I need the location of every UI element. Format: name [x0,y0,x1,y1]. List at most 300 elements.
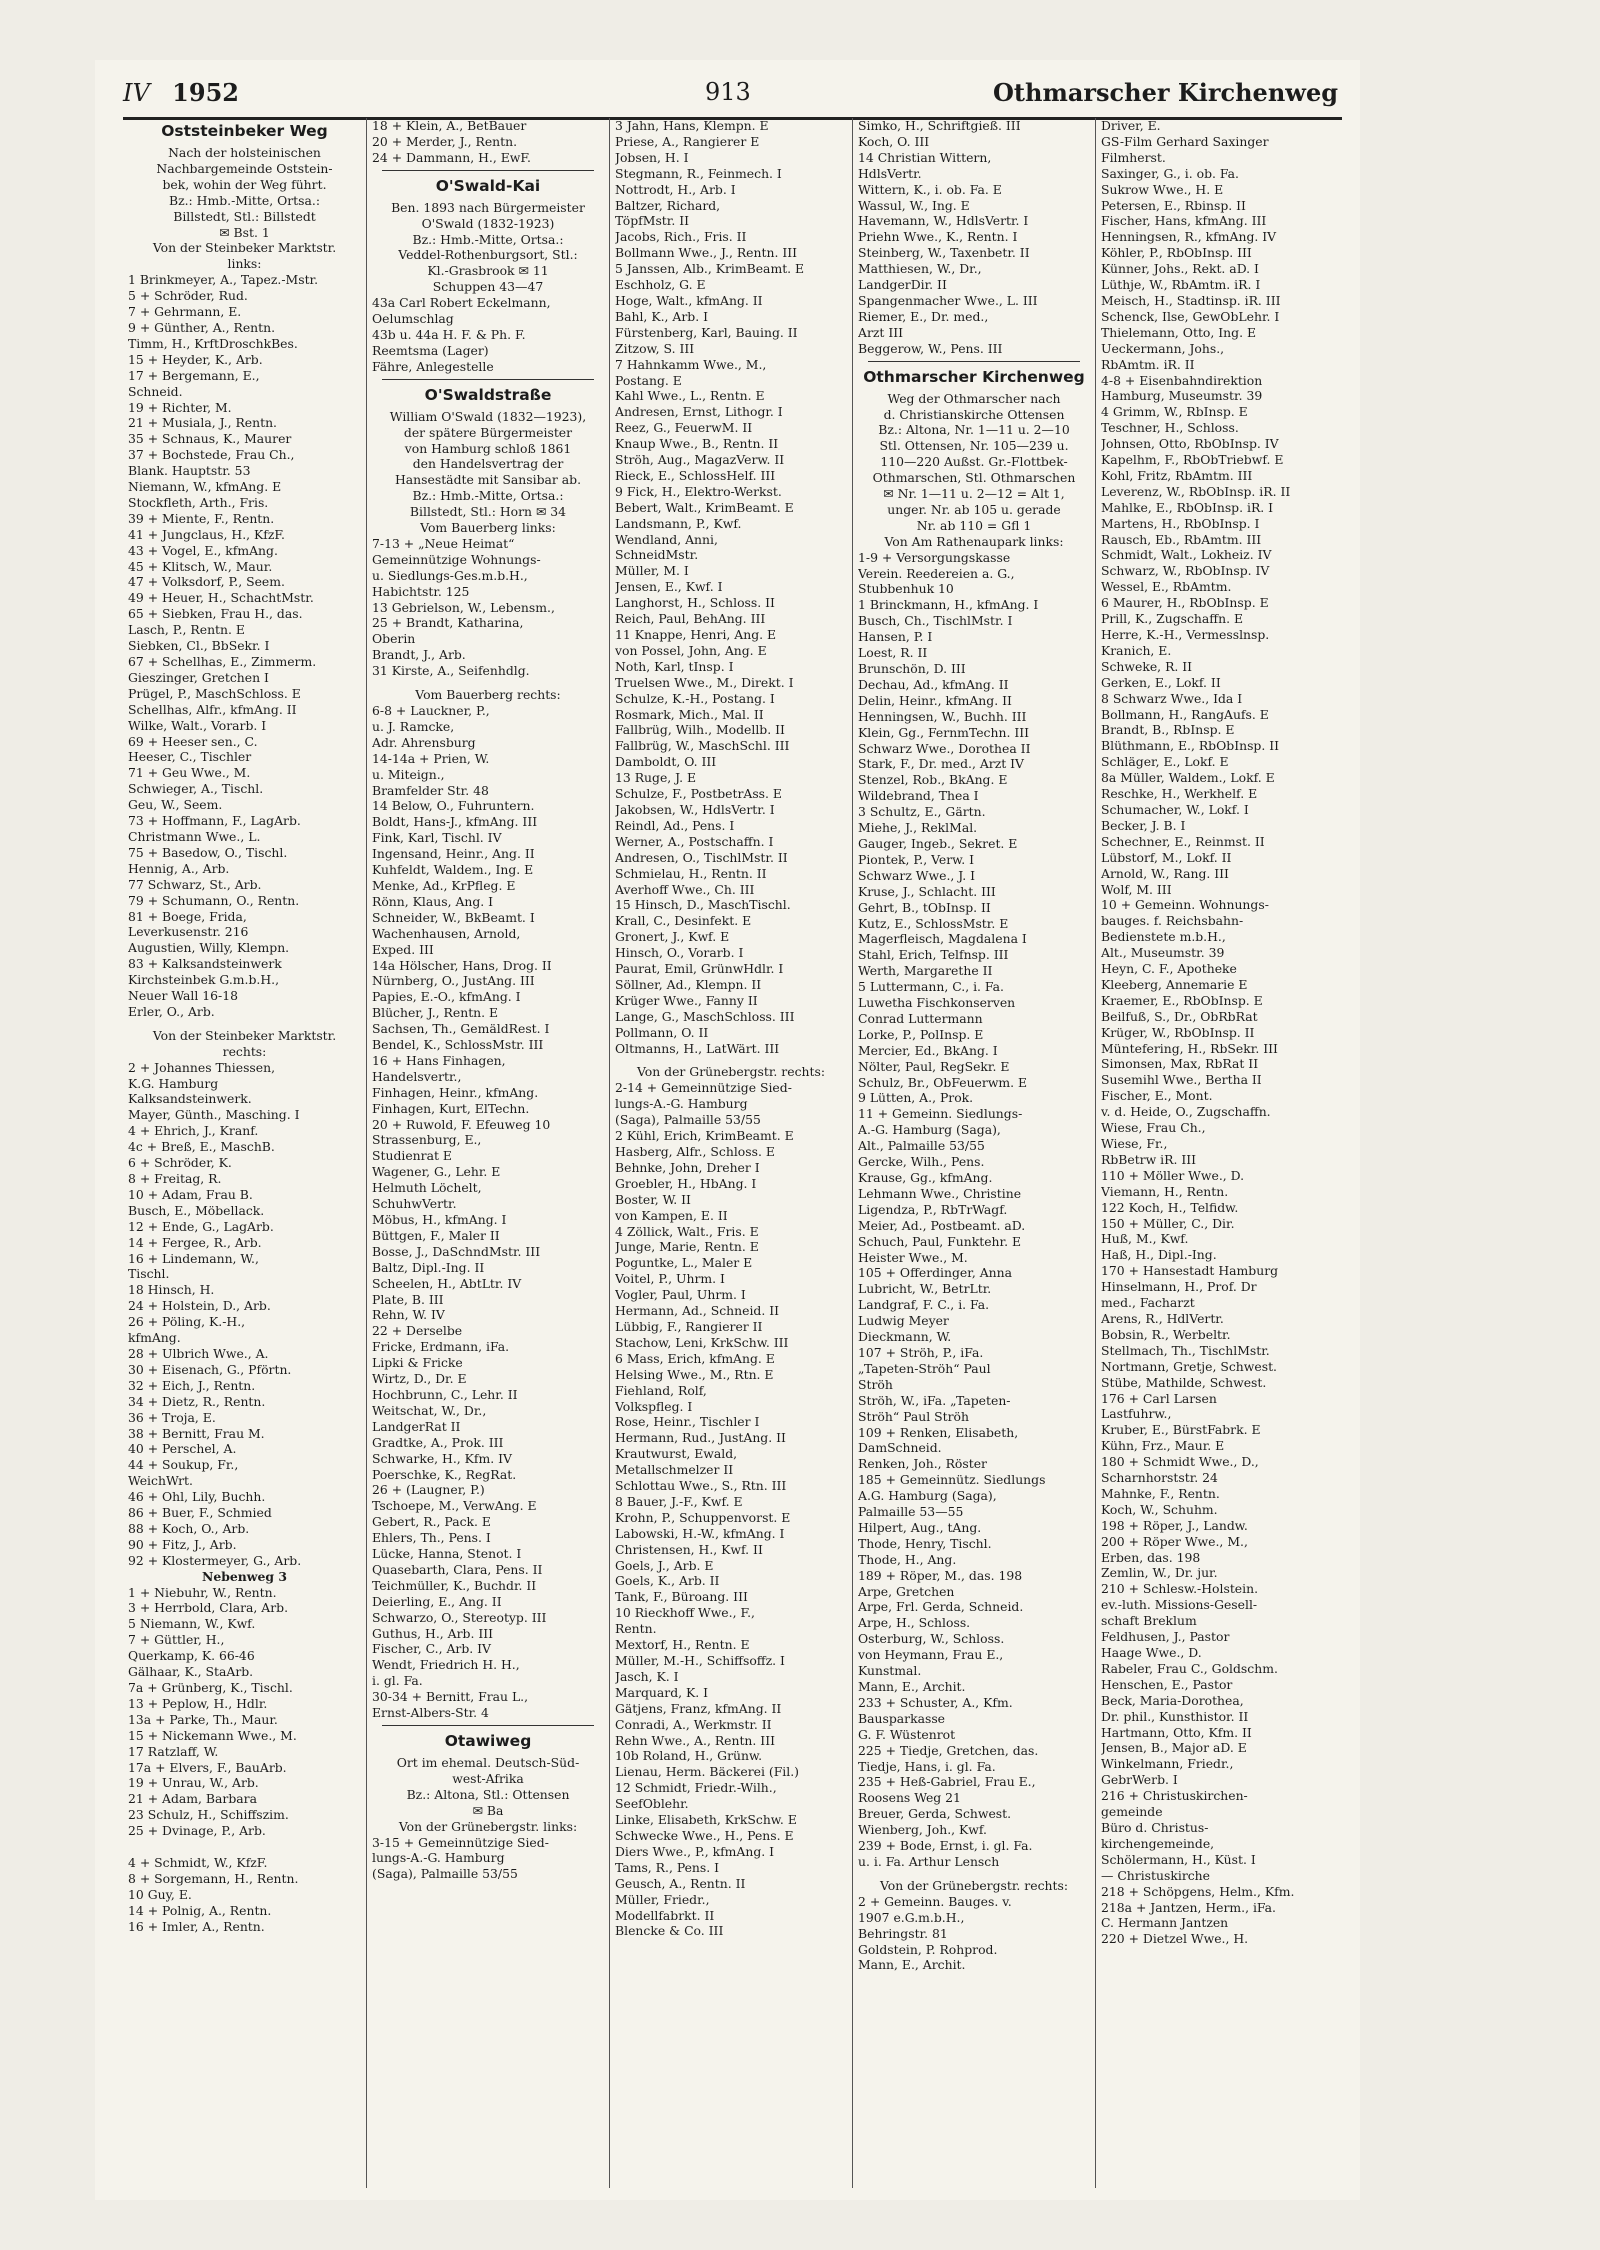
directory-entry: 40 + Perschel, A. [128,1441,237,1457]
directory-entry: Dr. phil., Kunsthistor. II [1101,1708,1249,1724]
directory-entry: 24 + Dammann, H., EwF. [372,149,531,165]
directory-entry: 4-8 + Eisenbahndirektion [1101,372,1263,388]
directory-entry: Neuer Wall 16-18 [128,988,238,1004]
directory-entry: Blücher, J., Rentn. E [372,1005,499,1021]
street-description: bek, wohin der Weg führt. [162,176,327,192]
directory-entry: Andresen, Ernst, Lithogr. I [615,404,783,420]
directory-entry: Arpe, Gretchen [858,1583,955,1599]
directory-entry: Jakobsen, W., HdlsVertr. I [615,801,775,817]
directory-entry: Köhler, P., RbObInsp. III [1101,245,1252,261]
directory-entry: Kranich, E. [1101,642,1172,658]
directory-entry: Hochbrunn, C., Lehr. II [372,1386,518,1402]
directory-entry: Gradtke, A., Prok. III [372,1434,504,1450]
directory-entry: Busch, Ch., TischlMstr. I [858,613,1013,629]
street-description: Billstedt, Stl.: Billstedt [173,208,316,224]
street-heading: O'Swaldstraße [424,385,552,404]
directory-entry: 170 + Hansestadt Hamburg [1101,1263,1279,1279]
directory-entry: kirchengemeinde, [1101,1835,1215,1851]
directory-entry: Hennig, A., Arb. [128,860,230,876]
directory-entry: Papies, E.-O., kfmAng. I [372,989,521,1005]
directory-entry: Osterburg, W., Schloss. [858,1631,1005,1647]
directory-entry: Fischer, E., Mont. [1101,1088,1213,1104]
directory-entry: Voitel, P., Uhrm. I [615,1271,725,1287]
directory-entry: Wolf, M. III [1101,881,1172,897]
directory-entry: Oelumschlag [372,311,454,327]
directory-entry: 20 + Merder, J., Rentn. [372,133,518,149]
directory-entry: Schölermann, H., Küst. I [1101,1851,1256,1867]
directory-entry: Querkamp, K. 66-46 [128,1648,255,1664]
directory-entry: Wiese, Fr., [1101,1136,1168,1151]
street-description: ✉ Bst. 1 [219,224,270,240]
street-description: Kl.-Grasbrook ✉ 11 [427,263,549,279]
directory-entry: Marquard, K. I [615,1684,709,1700]
directory-entry: 13a + Parke, Th., Maur. [128,1711,278,1727]
directory-entry: Diers Wwe., P., kfmAng. I [615,1843,775,1859]
directory-entry: Lasch, P., Rentn. E [128,622,245,638]
street-description: west-Afrika [452,1770,524,1786]
street-description: Bz.: Hmb.-Mitte, Ortsa.: [168,192,321,208]
directory-entry: Mextorf, H., Rentn. E [615,1637,750,1653]
directory-entry: Bollmann Wwe., J., Rentn. III [615,245,797,261]
directory-entry: 235 + Heß-Gabriel, Frau E., [858,1774,1036,1790]
directory-entry: Lange, G., MaschSchloss. III [615,1008,795,1024]
directory-entry: Riemer, E., Dr. med., [858,308,989,324]
directory-entry: Schmidt, Walt., Lokheiz. IV [1101,547,1272,563]
directory-entry: Reich, Paul, BehAng. III [615,611,766,627]
directory-entry: Kuhfeldt, Waldem., Ing. E [372,862,534,878]
directory-entry: Postang. E [615,372,682,388]
directory-entry: Geu, W., Seem. [128,797,223,813]
directory-entry: Christmann Wwe., L. [128,828,261,844]
directory-entry: 88 + Koch, O., Arb. [128,1520,250,1536]
directory-entry: 30 + Eisenach, G., Pförtn. [128,1361,292,1377]
directory-entry: Rose, Heinr., Tischler I [615,1414,760,1430]
directory-entry: Gerken, E., Lokf. II [1101,674,1221,690]
directory-entry: Paurat, Emil, GrünwHdlr. I [615,961,784,977]
directory-entry: Reemtsma (Lager) [372,342,489,358]
directory-entry: Müller, Friedr., [615,1891,710,1907]
directory-entry: SchneidMstr. [615,547,699,563]
directory-entry: Schellhas, Alfr., kfmAng. II [128,701,297,717]
directory-entry: Ernst-Albers-Str. 4 [372,1705,489,1721]
directory-entry: Landgraf, F. C., i. Fa. [858,1297,990,1313]
directory-entry: Haage Wwe., D. [1101,1645,1202,1660]
directory-entry: Lübbig, F., Rangierer II [615,1318,763,1334]
directory-entry: Rieck, E., SchlossHelf. III [615,467,776,483]
directory-entry: 5 + Schröder, Rud. [128,288,248,304]
column-5 [1095,118,1338,2188]
directory-entry: Schneider, W., BkBeamt. I [372,909,535,925]
directory-entry: Ströh, Aug., MagazVerw. II [615,452,785,468]
spacer [128,1839,361,1847]
column-2 [366,118,609,2188]
directory-entry: Bollmann, H., RangAufs. E [1101,706,1269,722]
directory-entry: Lipki & Fricke [372,1355,463,1371]
directory-entry: Schulze, K.-H., Postang. I [615,690,775,706]
street-description: links: [227,256,262,272]
street-heading: Oststeinbeker Weg [161,122,328,140]
directory-entry: Heyn, C. F., Apotheke [1101,961,1237,977]
directory-entry: Rosmark, Mich., Mal. II [615,706,764,722]
directory-entry: Gemeinnützige Wohnungs- [372,551,541,567]
directory-entry: Averhoff Wwe., Ch. III [615,881,755,897]
directory-entry: Künner, Johs., Rekt. aD. I [1101,261,1259,277]
column-4 [852,118,1095,2188]
directory-entry: Modellfabrkt. II [615,1907,715,1923]
directory-entry: 10 + Adam, Frau B. [128,1186,253,1202]
directory-entry: Lastfuhrw., [1101,1406,1172,1422]
directory-entry: Simonsen, Max, RbRat II [1101,1056,1259,1072]
directory-entry: Martens, H., RbObInsp. I [1101,515,1260,531]
street-description: Nach der holsteinischen [168,145,321,160]
directory-entry: 75 + Basedow, O., Tischl. [128,844,288,860]
directory-entry: Mercier, Ed., BkAng. I [858,1042,998,1058]
directory-entry: u. Miteign., [372,766,445,782]
directory-entry: Kunstmal. [858,1663,922,1679]
directory-entry: 1 + Niebuhr, W., Rentn. [128,1584,277,1600]
directory-entry: Reez, G., FeuerwM. II [615,420,753,436]
directory-entry: 73 + Hoffmann, F., LagArb. [128,813,301,829]
directory-entry: Niemann, W., kfmAng. E [128,479,282,495]
directory-entry: Poguntke, L., Maler E [615,1255,753,1271]
spacer [858,1870,1090,1878]
directory-entry: SeefOblehr. [615,1796,689,1812]
directory-entry: lungs-A.-G. Hamburg [372,1850,505,1866]
street-description: Hansestädte mit Sansibar ab. [394,472,582,488]
directory-entry: Hansen, P. I [858,629,933,645]
directory-entry: v. d. Heide, O., Zugschaffn. [1101,1104,1271,1120]
directory-entry: Tschoepe, M., VerwAng. E [372,1498,537,1514]
directory-entry: 216 + Christuskirchen- [1101,1788,1248,1804]
directory-entry: Winkelmann, Friedr., [1101,1756,1234,1772]
directory-entry: Thode, H., Ang. [858,1551,957,1567]
directory-entry: Steinberg, W., Taxenbetr. II [858,245,1030,261]
directory-entry: Groebler, H., HbAng. I [615,1175,757,1191]
year: 1952 [172,78,239,107]
directory-entry: Mann, E., Archit. [858,1679,966,1694]
directory-entry: Stubbenhuk 10 [858,581,954,597]
directory-entry: Koch, W., Schuhm. [1101,1501,1218,1517]
directory-entry: Eschholz, G. E [615,277,706,293]
directory-entry: 1 Brinckmann, H., kfmAng. I [858,597,1039,613]
directory-entry: Volkspfleg. I [615,1398,693,1414]
directory-entry: Sukrow Wwe., H. E [1101,181,1224,197]
directory-entry: Werth, Margarethe II [858,963,993,979]
directory-entry: 198 + Röper, J., Landw. [1101,1517,1248,1533]
directory-entry: Roosens Weg 21 [858,1790,961,1806]
directory-entry: Kutz, E., SchlossMstr. E [858,915,1009,931]
directory-entry: Lübstorf, M., Lokf. II [1101,849,1232,865]
directory-entry: Tischl. [128,1266,170,1282]
directory-entry: Rausch, Eb., RbAmtm. III [1101,531,1262,547]
directory-entry: 7 + Gehrmann, E. [128,304,242,320]
directory-entry: 26 + (Laugner, P.) [372,1482,485,1498]
directory-entry: Schweke, R. II [1101,658,1193,674]
section-divider [382,379,594,380]
directory-entry: 11 Knappe, Henri, Ang. E [615,627,777,642]
directory-entry: Reschke, H., Werkhelf. E [1101,786,1258,802]
directory-entry: Fischer, C., Arb. IV [372,1641,491,1657]
directory-entry: 110 + Möller Wwe., D. [1101,1167,1245,1183]
directory-entry: Hilpert, Aug., tAng. [858,1519,982,1535]
directory-entry: Stachow, Leni, KrkSchw. III [615,1334,789,1350]
directory-entry: 16 + Imler, A., Rentn. [128,1918,265,1934]
directory-entry: 14a Hölscher, Hans, Drog. II [372,957,552,973]
directory-entry: Linke, Elisabeth, KrkSchw. E [615,1812,797,1828]
directory-entry: Baltz, Dipl.-Ing. II [372,1259,485,1275]
directory-entry: 26 + Pöling, K.-H., [128,1314,246,1330]
volume-year [123,78,239,107]
directory-entry: u. J. Ramcke, [372,718,455,734]
directory-entry: Matthiesen, W., Dr., [858,261,982,277]
directory-entry: 32 + Eich, J., Rentn. [128,1377,256,1393]
street-description: den Handelsvertrag der [412,456,564,472]
page-header [95,70,1360,110]
directory-entry: Wiese, Frau Ch., [1101,1120,1206,1136]
directory-entry: Vogler, Paul, Uhrm. I [615,1287,746,1303]
directory-entry: Piontek, P., Verw. I [858,851,975,867]
directory-entry: 43a Carl Robert Eckelmann, [372,295,551,311]
directory-entry: 44 + Soukup, Fr., [128,1457,239,1473]
directory-entry: Andresen, O., TischlMstr. II [615,849,788,865]
directory-entry: Baltzer, Richard, [615,197,721,213]
directory-entry: Schläger, E., Lokf. E [1101,754,1229,770]
directory-entry: Sachsen, Th., GemäldRest. I [372,1021,550,1037]
directory-entry: Petersen, E., Rbinsp. II [1101,197,1246,213]
directory-entry: Krüger, W., RbObInsp. II [1101,1024,1255,1040]
directory-entry: Schulze, F., PostbetrAss. E [615,786,782,802]
directory-entry: Damboldt, O. III [615,754,717,770]
directory-entry: 8a Müller, Waldem., Lokf. E [1101,770,1275,786]
directory-entry: 24 + Holstein, D., Arb. [128,1298,271,1314]
street-description: Vom Bauerberg links: [420,520,556,536]
directory-entry: 225 + Tiedje, Gretchen, das. [858,1742,1039,1758]
directory-entry: Plate, B. III [372,1291,444,1307]
directory-entry: 16 + Hans Finhagen, [372,1052,506,1068]
directory-entry: Tams, R., Pens. I [615,1859,720,1875]
street-description: unger. Nr. ab 105 u. gerade [887,501,1061,517]
column-1 [123,118,366,2188]
directory-entry: Henningsen, W., Buchh. III [858,708,1027,724]
directory-entry: Busch, E., Möbellack. [128,1202,265,1218]
directory-entry: Loest, R. II [858,645,928,661]
directory-entry: 109 + Renken, Elisabeth, [858,1424,1019,1440]
directory-entry: 15 + Heyder, K., Arb. [128,351,263,367]
directory-entry: Renken, Joh., Röster [858,1456,987,1472]
directory-entry: Fink, Karl, Tischl. IV [372,830,502,846]
directory-entry: Gieszinger, Gretchen I [128,669,269,685]
directory-entry: 5 Niemann, W., Kwf. [128,1616,256,1632]
directory-entry: Herre, K.-H., Vermesslnsp. [1101,627,1270,642]
directory-entry: Conrad Luttermann [858,1010,983,1026]
street-description: der spätere Bürgermeister [403,424,573,440]
directory-entry: Poerschke, K., RegRat. [372,1466,517,1482]
directory-entry: Handelsvertr., [372,1068,462,1084]
directory-entry: 4c + Breß, E., MaschB. [128,1139,275,1155]
directory-entry: A.-G. Hamburg (Saga), [858,1122,1001,1138]
directory-entry: Arzt III [858,324,904,340]
street-description: Von der Grünebergstr. rechts: [879,1877,1068,1893]
directory-entry: Havemann, W., HdlsVertr. I [858,213,1029,229]
directory-entry: 10b Roland, H., Grünw. [615,1748,763,1764]
directory-entry: Gauger, Ingeb., Sekret. E [858,835,1018,851]
directory-entry: Kirchsteinbek G.m.b.H., [128,972,280,988]
directory-entry: Zemlin, W., Dr. jur. [1101,1565,1218,1581]
directory-entry: 46 + Ohl, Lily, Buchh. [128,1489,266,1505]
directory-entry: Scheelen, H., AbtLtr. IV [372,1275,522,1291]
directory-entry: Pollmann, O. II [615,1024,709,1040]
directory-entry: 107 + Ströh, P., iFa. [858,1344,984,1360]
directory-entry: Goels, J., Arb. E [615,1557,714,1573]
spacer [128,1020,361,1028]
directory-entry: Wachenhausen, Arnold, [372,925,521,941]
directory-entry: 18 + Klein, A., BetBauer [372,118,527,133]
directory-entry: 4 Zöllick, Walt., Fris. E [615,1223,759,1239]
directory-entry: Beck, Maria-Dorothea, [1101,1692,1244,1708]
directory-entry: Henningsen, R., kfmAng. IV [1101,229,1277,245]
directory-entry: Heeser, C., Tischler [128,749,252,765]
directory-entry: Arpe, Frl. Gerda, Schneid. [858,1599,1024,1615]
directory-entry: Wittern, K., i. ob. Fa. E [858,181,1002,197]
directory-entry: Kühn, Frz., Maur. E [1101,1438,1225,1454]
directory-entry: Hinselmann, H., Prof. Dr [1101,1279,1257,1295]
directory-entry: Nölter, Paul, RegSekr. E [858,1058,1010,1074]
directory-entry: Helsing Wwe., M., Rtn. E [615,1366,774,1382]
directory-entry: — Christuskirche [1101,1867,1210,1883]
directory-entry: 13 + Peplow, H., Hdlr. [128,1695,268,1711]
directory-entry: Fallbrüg, W., MaschSchl. III [615,738,790,754]
directory-entry: 19 + Richter, M. [128,399,232,415]
directory-entry: Jacobs, Rich., Fris. II [615,229,747,245]
directory-entry: 25 + Brandt, Katharina, [372,615,524,631]
street-description: O'Swald (1832-1923) [421,215,555,231]
directory-entry: 19 + Unrau, W., Arb. [128,1775,259,1791]
directory-entry: Finhagen, Kurt, ElTechn. [372,1100,530,1116]
directory-entry: 21 + Musiala, J., Rentn. [128,415,277,431]
directory-entry: Boster, W. II [615,1191,691,1207]
directory-entry: Schuch, Paul, Funktehr. E [858,1233,1022,1249]
directory-entry: Jensen, E., Kwf. I [615,579,723,595]
directory-entry: Büro d. Christus- [1101,1819,1209,1835]
directory-entry: Menke, Ad., KrPfleg. E [372,877,516,893]
street-description: Bz.: Altona, Nr. 1—11 u. 2—10 [878,422,1070,438]
directory-entry: 218 + Schöpgens, Helm., Kfm. [1101,1883,1295,1899]
directory-entry: Feldhusen, J., Pastor [1101,1629,1230,1645]
directory-entry: Goldstein, P. Rohprod. [858,1941,998,1957]
directory-entry: Delin, Heinr., kfmAng. II [858,692,1012,708]
directory-entry: Thielemann, Otto, Ing. E [1101,324,1256,340]
directory-entry: LandgerDir. II [858,277,947,293]
volume-number: IV [123,79,150,107]
street-description: Veddel-Rothenburgsort, Stl.: [398,247,578,263]
directory-entry: Hoge, Walt., kfmAng. II [615,292,763,308]
directory-entry: HdlsVertr. [858,165,922,181]
directory-entry: Lüthje, W., RbAmtm. iR. I [1101,277,1261,293]
directory-entry: Krohn, P., Schuppenvorst. E [615,1509,791,1525]
directory-entry: Scharnhorststr. 24 [1101,1470,1218,1486]
directory-entry: Stahl, Erich, Telfnsp. III [858,947,1009,963]
directory-entry: 37 + Bochstede, Frau Ch., [128,447,295,463]
directory-entry: 16 + Lindemann, W., [128,1250,259,1266]
directory-entry: 6 Maurer, H., RbObInsp. E [1101,595,1269,611]
directory-entry: 11 + Gemeinn. Siedlungs- [858,1106,1023,1122]
directory-entry: Wessel, E., RbAmtm. [1101,579,1232,595]
directory-entry: 122 Koch, H., Telfidw. [1101,1199,1239,1215]
directory-entry: Luwetha Fischkonserven [858,995,1016,1011]
directory-entry: Becker, J. B. I [1101,817,1186,833]
directory-entry: Dieckmann, W. [858,1329,952,1345]
directory-entry: Wienberg, Joh., Kwf. [858,1822,987,1838]
directory-entry: 20 + Ruwold, F. Efeuweg 10 [372,1116,551,1132]
directory-entry: 7 Hahnkamm Wwe., M., [615,356,767,372]
directory-entry: 7-13 + „Neue Heimat“ [372,535,515,551]
street-description: Schuppen 43—47 [432,279,544,295]
directory-entry: Krüger Wwe., Fanny II [615,992,758,1008]
directory-entry: Boldt, Hans-J., kfmAng. III [372,814,538,830]
directory-entry: Kruse, J., Schlacht. III [858,883,996,899]
directory-entry: Wendland, Anni, [615,531,718,547]
street-description: Von der Steinbeker Marktstr. [152,240,337,256]
directory-entry: Driver, E. [1101,118,1161,133]
directory-entry: Spangenmacher Wwe., L. III [858,292,1038,308]
directory-entry: Conradi, A., Werkmstr. II [615,1716,772,1732]
directory-entry: Gebert, R., Pack. E [372,1514,491,1530]
directory-entry: med., Facharzt [1101,1295,1195,1311]
directory-entry: 21 + Adam, Barbara [128,1791,257,1807]
directory-entry: 10 Guy, E. [128,1886,192,1902]
directory-entry: Stegmann, R., Feinmech. I [615,165,782,181]
directory-entry: Blank. Hauptstr. 53 [128,463,251,479]
directory-entry: Arens, R., HdlVertr. [1101,1310,1224,1326]
directory-entry: Prügel, P., MaschSchloss. E [128,685,301,701]
directory-entry: Wagener, G., Lehr. E [372,1164,501,1180]
street-description: Billstedt, Stl.: Horn ✉ 34 [409,504,567,520]
street-description: Nachbargemeinde Oststein- [156,160,333,176]
directory-entry: von Possel, John, Ang. E [615,642,767,658]
directory-entry: Mann, E., Archit. [858,1957,966,1973]
directory-entry: 77 Schwarz, St., Arb. [128,876,262,892]
directory-entry: Filmherst. [1101,149,1166,165]
directory-entry: Mahnke, F., Rentn. [1101,1485,1220,1501]
directory-entry: Blencke & Co. III [615,1923,724,1939]
directory-entry: Müller, M. I [615,563,689,579]
directory-entry: Schwarz, W., RbObInsp. IV [1101,563,1270,579]
directory-entry: GebrWerb. I [1101,1772,1178,1788]
directory-entry: 41 + Jungclaus, H., KfzF. [128,526,285,542]
street-description: Ben. 1893 nach Bürgermeister [391,199,585,215]
directory-entry: 2-14 + Gemeinnützige Sied- [615,1080,792,1096]
street-description: Nr. ab 110 = Gfl 1 [916,517,1032,533]
directory-entry: Oltmanns, H., LatWärt. III [615,1040,780,1056]
directory-entry: 8 + Sorgemann, H., Rentn. [128,1870,299,1886]
directory-entry: Priehn Wwe., K., Rentn. I [858,229,1018,245]
directory-entry: Schwarz Wwe., Dorothea II [858,740,1031,756]
street-description: rechts: [222,1043,267,1059]
directory-entry: Fricke, Erdmann, iFa. [372,1339,510,1355]
directory-entry: 150 + Müller, C., Dir. [1101,1215,1235,1231]
street-description: Othmarschen, Stl. Othmarschen [872,470,1076,486]
directory-entry: 3 Jahn, Hans, Klempn. E [615,118,769,133]
directory-entry: 31 Kirste, A., Seifenhdlg. [372,663,530,679]
directory-entry: 239 + Bode, Ernst, i. gl. Fa. [858,1838,1033,1854]
directory-entry: Beilfuß, S., Dr., ObRbRat [1101,1008,1258,1024]
directory-entry: 79 + Schumann, O., Rentn. [128,892,300,908]
page-number: 913 [705,78,751,106]
directory-entry: Jasch, K. I [615,1668,679,1684]
directory-entry: Kahl Wwe., L., Rentn. E [615,388,765,404]
directory-entry: Koch, O. III [858,133,930,149]
directory-entry: Zitzow, S. III [615,340,695,356]
